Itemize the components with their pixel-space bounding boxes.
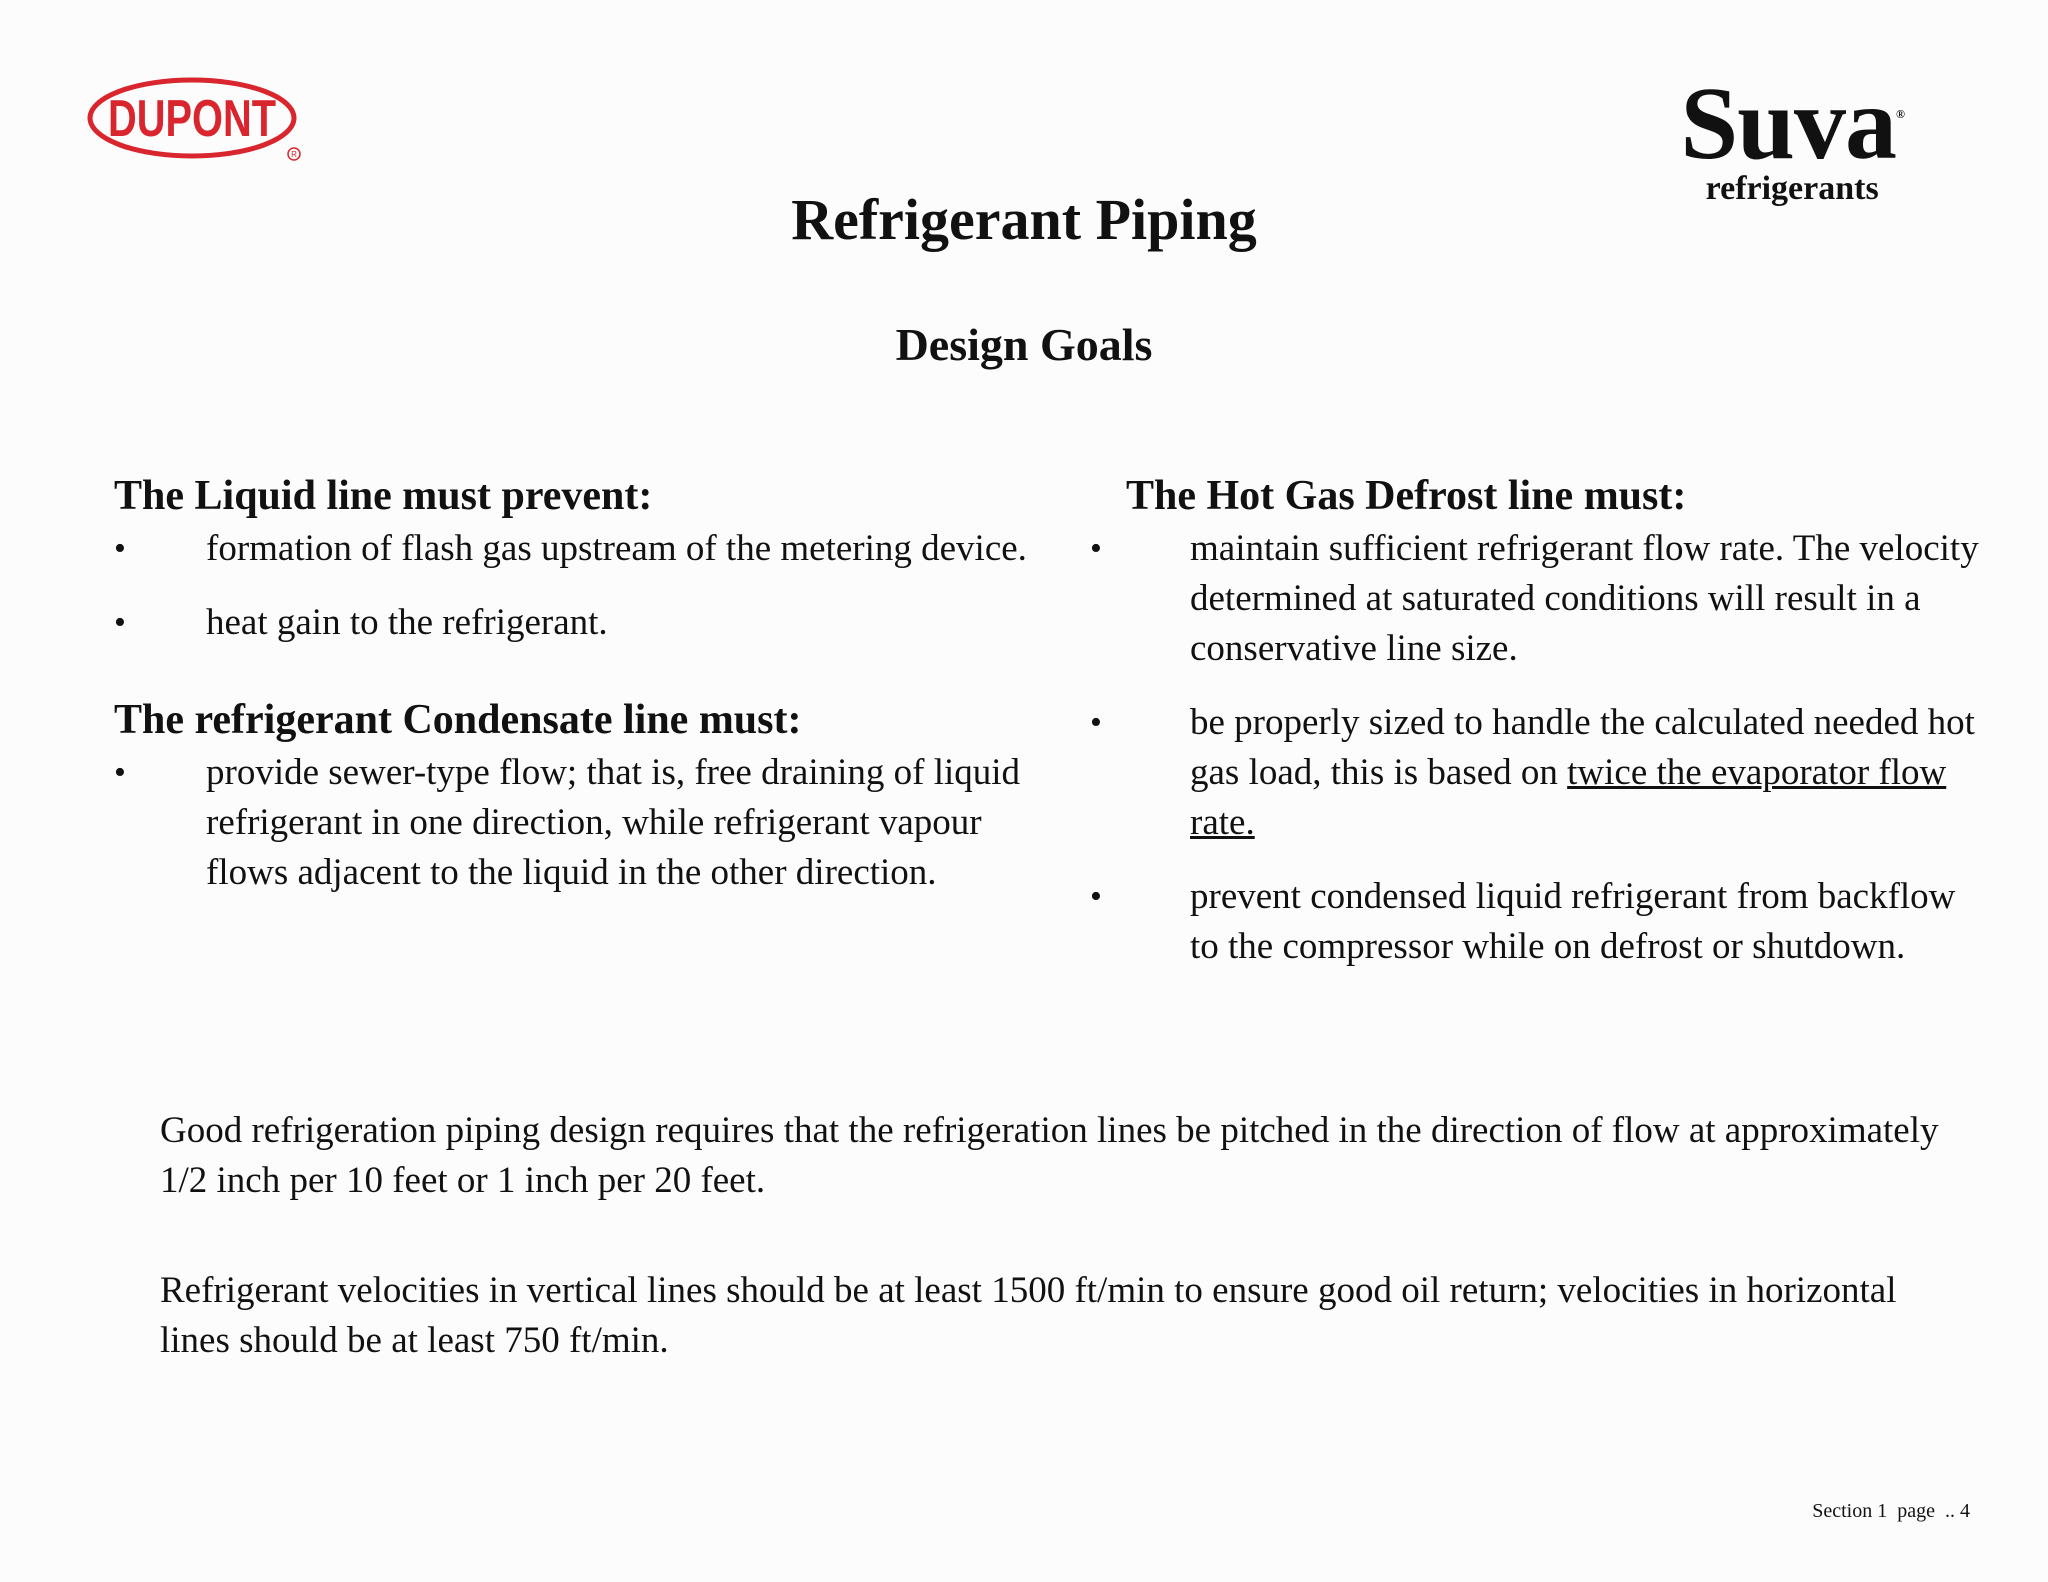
bullet-glyph: • — [1090, 530, 1102, 567]
list-item — [114, 748, 1034, 898]
suva-registered-mark: ® — [1896, 107, 1904, 121]
list-item — [1090, 698, 1990, 848]
suva-subtitle: refrigerants — [1705, 170, 1879, 207]
list-item — [1090, 872, 1990, 972]
bullet-glyph: • — [114, 604, 126, 641]
list-item — [1090, 524, 1990, 674]
pitch-paragraph: Good refrigeration piping design requires that the refrigeration lines be pitched in the direction of flow at approximately 1/2 inch per 10 feet or 1 inch per 20 feet. — [160, 1110, 1939, 1201]
velocity-paragraph: Refrigerant velocities in vertical lines should be at least 1500 ft/min to ensure good oil return; velocities in horizontal lines should be at least 750 ft/min. — [160, 1270, 1897, 1361]
bullet-text: provide sewer-type flow; that is, free draining of liquid refrigerant in one direction, while refrigerant vapour flows adjacent to the liquid in the other direction. — [206, 752, 1021, 893]
page-title: Refrigerant Piping — [791, 187, 1257, 252]
bullet-glyph: • — [1090, 878, 1102, 915]
bullet-text: formation of flash gas upstream of the metering device. — [206, 528, 1027, 569]
bullet-text: maintain sufficient refrigerant flow rate. The velocity determined at saturated conditions will result in a conservative line size. — [1190, 528, 1979, 669]
hot-gas-defrost-list — [1090, 524, 1990, 972]
liquid-line-heading: The Liquid line must prevent: — [114, 473, 653, 519]
page-subtitle: Design Goals — [895, 319, 1153, 370]
bullet-glyph: • — [114, 530, 126, 567]
bullet-glyph: • — [1090, 704, 1102, 741]
hot-gas-defrost-heading: The Hot Gas Defrost line must: — [1126, 473, 1687, 519]
left-column — [114, 472, 1034, 922]
condensate-line-heading: The refrigerant Condensate line must: — [114, 697, 802, 743]
suva-brand-name: Suva — [1680, 66, 1897, 181]
page-footer: Section 1 page .. 4 — [1812, 1500, 1970, 1522]
suva-brand — [1680, 66, 1904, 181]
bullet-glyph: • — [114, 754, 126, 791]
bullet-text: prevent condensed liquid refrigerant from backflow to the compressor while on defrost or shutdown. — [1190, 876, 1956, 967]
list-item — [114, 598, 1034, 648]
bullet-text: heat gain to the refrigerant. — [206, 602, 608, 643]
underlined-text: twice the evaporator flow rate. — [1190, 752, 1947, 843]
svg-text:R: R — [291, 150, 297, 159]
bullet-text: be properly sized to handle the calculated needed hot gas load, this is based on — [1190, 702, 1975, 793]
liquid-line-list — [114, 524, 1034, 648]
dupont-logo — [86, 74, 316, 171]
condensate-line-list — [114, 748, 1034, 898]
right-column — [1090, 472, 1990, 996]
list-item — [114, 524, 1034, 574]
dupont-logo-text: DUPONT — [108, 90, 277, 148]
